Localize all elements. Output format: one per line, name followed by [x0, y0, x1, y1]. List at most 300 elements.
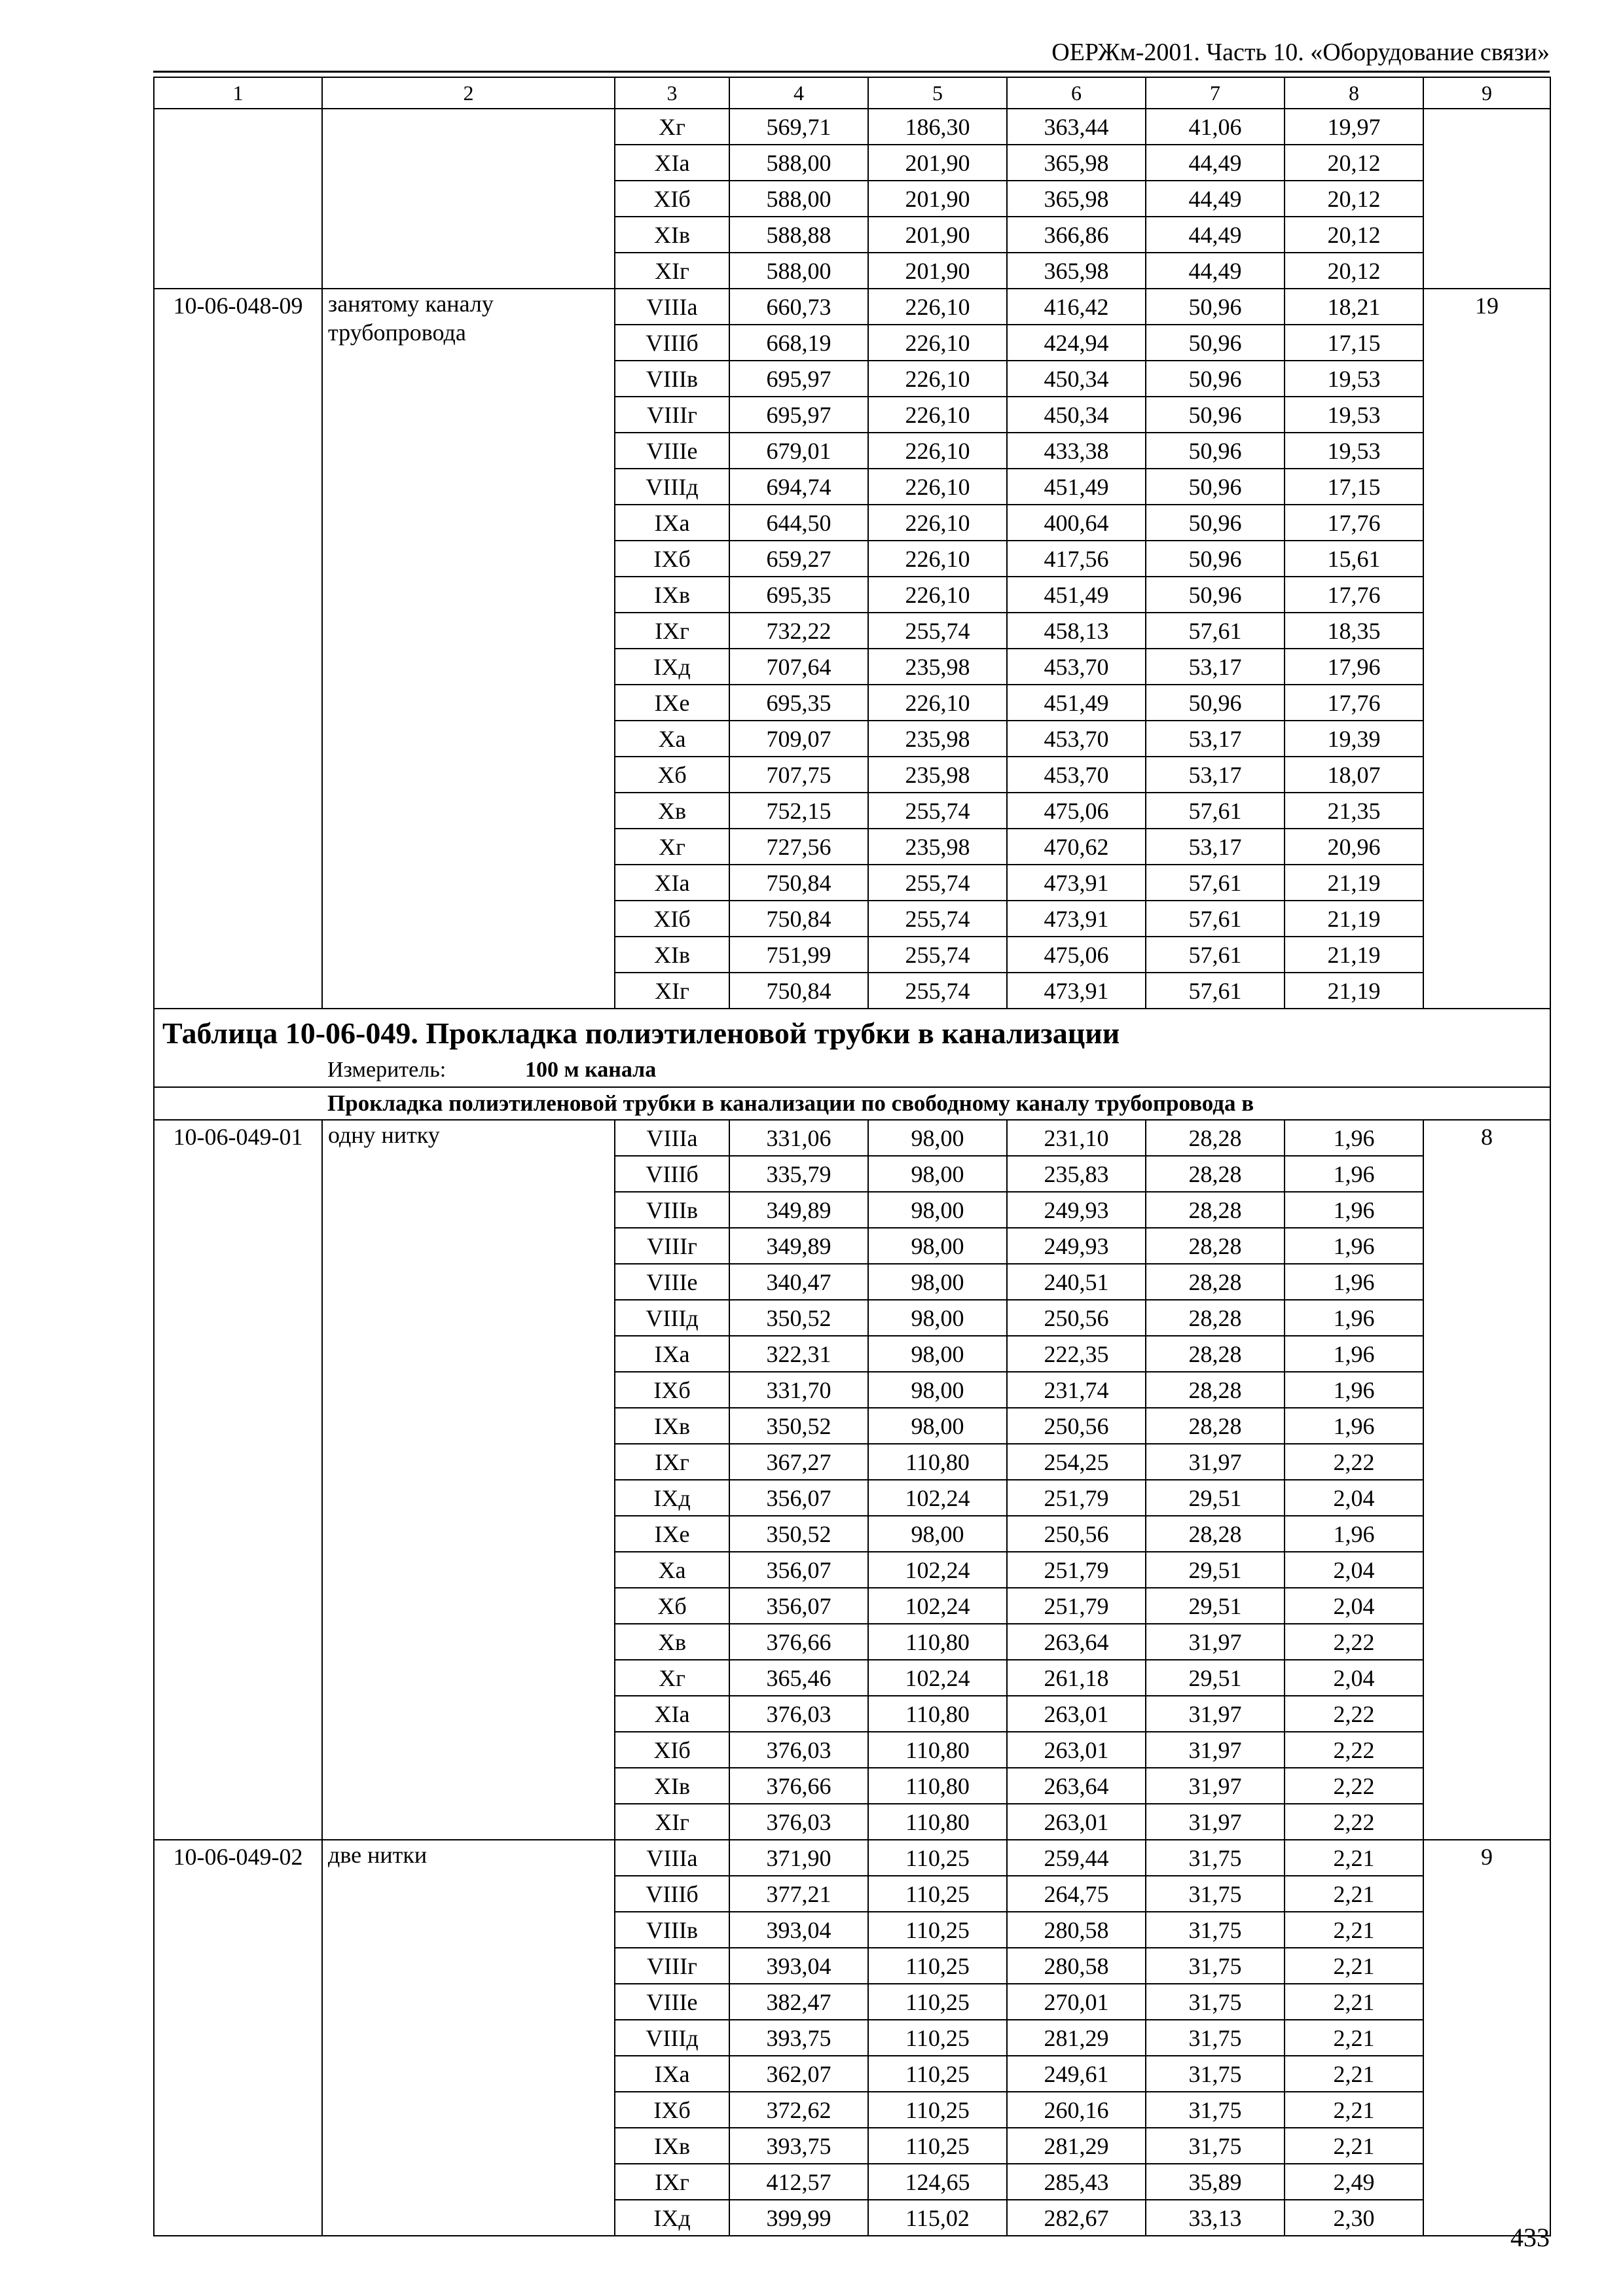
value-cell: 110,25 — [868, 1948, 1007, 1984]
value-cell: 44,49 — [1146, 145, 1285, 181]
value-cell: 124,65 — [868, 2164, 1007, 2200]
value-cell: 31,97 — [1146, 1732, 1285, 1768]
value-cell: 475,06 — [1007, 937, 1146, 973]
value-cell: 393,75 — [729, 2128, 868, 2164]
table-row — [154, 1840, 1550, 1876]
value-cell: 110,25 — [868, 1840, 1007, 1876]
page-number: 433 — [1510, 2223, 1550, 2252]
value-cell: 668,19 — [729, 325, 868, 361]
value-cell: 376,66 — [729, 1624, 868, 1660]
zone-cell: VIIIд — [615, 469, 729, 505]
zone-cell: IХд — [615, 1480, 729, 1516]
value-cell: 20,12 — [1285, 217, 1423, 253]
zone-cell: IХб — [615, 1372, 729, 1408]
value-cell: 340,47 — [729, 1264, 868, 1300]
value-cell: 31,97 — [1146, 1444, 1285, 1480]
table-row — [154, 1120, 1550, 1156]
value-cell: 569,71 — [729, 109, 868, 145]
col9-value: 8 — [1423, 1120, 1550, 1840]
value-cell: 235,98 — [868, 757, 1007, 793]
zone-cell: Хв — [615, 793, 729, 829]
value-cell: 2,21 — [1285, 2092, 1423, 2128]
value-cell: 1,96 — [1285, 1156, 1423, 1192]
value-cell: 453,70 — [1007, 649, 1146, 685]
zone-cell: ХIб — [615, 181, 729, 217]
value-cell: 331,70 — [729, 1372, 868, 1408]
value-cell: 31,75 — [1146, 2128, 1285, 2164]
value-cell: 2,22 — [1285, 1732, 1423, 1768]
measure-value: 100 м канала — [525, 1058, 657, 1082]
zone-cell: IХб — [615, 541, 729, 577]
value-cell: 201,90 — [868, 217, 1007, 253]
value-cell: 393,75 — [729, 2020, 868, 2056]
value-cell: 473,91 — [1007, 973, 1146, 1009]
column-number: 9 — [1423, 77, 1550, 109]
value-cell: 20,12 — [1285, 253, 1423, 289]
value-cell: 57,61 — [1146, 793, 1285, 829]
value-cell: 376,03 — [729, 1732, 868, 1768]
value-cell: 17,96 — [1285, 649, 1423, 685]
value-cell: 393,04 — [729, 1948, 868, 1984]
value-cell: 110,80 — [868, 1732, 1007, 1768]
value-cell: 451,49 — [1007, 577, 1146, 613]
zone-cell: VIIIд — [615, 2020, 729, 2056]
value-cell: 382,47 — [729, 1984, 868, 2020]
value-cell: 28,28 — [1146, 1228, 1285, 1264]
value-cell: 102,24 — [868, 1552, 1007, 1588]
table-title-cell — [154, 1009, 1550, 1087]
value-cell: 31,75 — [1146, 1948, 1285, 1984]
zone-cell: VIIIб — [615, 1876, 729, 1912]
value-cell: 255,74 — [868, 937, 1007, 973]
work-name: занятому каналу трубопровода — [322, 289, 615, 1009]
value-cell: 31,75 — [1146, 1876, 1285, 1912]
value-cell: 222,35 — [1007, 1336, 1146, 1372]
zone-cell: ХIа — [615, 865, 729, 901]
value-cell: 19,97 — [1285, 109, 1423, 145]
zone-cell: Хг — [615, 109, 729, 145]
value-cell: 115,02 — [868, 2200, 1007, 2236]
value-cell: 399,99 — [729, 2200, 868, 2236]
value-cell: 28,28 — [1146, 1156, 1285, 1192]
column-number: 1 — [154, 77, 322, 109]
value-cell: 15,61 — [1285, 541, 1423, 577]
value-cell: 21,19 — [1285, 937, 1423, 973]
zone-cell: ХIв — [615, 217, 729, 253]
value-cell: 44,49 — [1146, 217, 1285, 253]
value-cell: 21,19 — [1285, 865, 1423, 901]
value-cell: 263,64 — [1007, 1768, 1146, 1804]
value-cell: 226,10 — [868, 361, 1007, 397]
value-cell: 356,07 — [729, 1480, 868, 1516]
zone-cell: IХв — [615, 2128, 729, 2164]
value-cell: 350,52 — [729, 1516, 868, 1552]
value-cell: 50,96 — [1146, 577, 1285, 613]
value-cell: 1,96 — [1285, 1264, 1423, 1300]
value-cell: 19,53 — [1285, 361, 1423, 397]
table-title: Таблица 10-06-049. Прокладка полиэтиленовой трубки в канализации — [162, 1016, 1120, 1050]
value-cell: 350,52 — [729, 1408, 868, 1444]
value-cell: 376,03 — [729, 1804, 868, 1840]
zone-cell: Хв — [615, 1624, 729, 1660]
section-title: Прокладка полиэтиленовой трубки в канализации по свободному каналу трубопровода в — [154, 1087, 1550, 1120]
zone-cell: ХIб — [615, 901, 729, 937]
col9-value — [1423, 109, 1550, 289]
resource-code: 10-06-049-01 — [154, 1120, 322, 1840]
value-cell: 28,28 — [1146, 1192, 1285, 1228]
value-cell: 2,22 — [1285, 1444, 1423, 1480]
value-cell: 50,96 — [1146, 361, 1285, 397]
value-cell: 1,96 — [1285, 1372, 1423, 1408]
work-name: две нитки — [322, 1840, 615, 2236]
value-cell: 473,91 — [1007, 865, 1146, 901]
value-cell: 226,10 — [868, 433, 1007, 469]
value-cell: 588,00 — [729, 145, 868, 181]
value-cell: 707,64 — [729, 649, 868, 685]
zone-cell: VIIIе — [615, 1264, 729, 1300]
value-cell: 186,30 — [868, 109, 1007, 145]
zone-cell: Ха — [615, 721, 729, 757]
value-cell: 365,98 — [1007, 145, 1146, 181]
value-cell: 270,01 — [1007, 1984, 1146, 2020]
zone-cell: VIIIв — [615, 1912, 729, 1948]
value-cell: 19,53 — [1285, 433, 1423, 469]
value-cell: 31,97 — [1146, 1804, 1285, 1840]
value-cell: 249,93 — [1007, 1192, 1146, 1228]
value-cell: 110,25 — [868, 1876, 1007, 1912]
value-cell: 2,04 — [1285, 1480, 1423, 1516]
zone-cell: IХб — [615, 2092, 729, 2128]
column-number: 6 — [1007, 77, 1146, 109]
value-cell: 102,24 — [868, 1588, 1007, 1624]
value-cell: 231,10 — [1007, 1120, 1146, 1156]
value-cell: 31,97 — [1146, 1696, 1285, 1732]
value-cell: 44,49 — [1146, 253, 1285, 289]
value-cell: 2,22 — [1285, 1624, 1423, 1660]
value-cell: 362,07 — [729, 2056, 868, 2092]
value-cell: 1,96 — [1285, 1408, 1423, 1444]
value-cell: 366,86 — [1007, 217, 1146, 253]
value-cell: 416,42 — [1007, 289, 1146, 325]
value-cell: 21,19 — [1285, 973, 1423, 1009]
value-cell: 365,98 — [1007, 181, 1146, 217]
value-cell: 110,80 — [868, 1444, 1007, 1480]
table-row — [154, 289, 1550, 325]
value-cell: 2,22 — [1285, 1696, 1423, 1732]
value-cell: 433,38 — [1007, 433, 1146, 469]
value-cell: 2,21 — [1285, 1876, 1423, 1912]
zone-cell: Хг — [615, 1660, 729, 1696]
value-cell: 458,13 — [1007, 613, 1146, 649]
resource-code — [154, 109, 322, 289]
value-cell: 28,28 — [1146, 1264, 1285, 1300]
value-cell: 235,98 — [868, 829, 1007, 865]
value-cell: 335,79 — [729, 1156, 868, 1192]
value-cell: 110,80 — [868, 1696, 1007, 1732]
value-cell: 201,90 — [868, 181, 1007, 217]
zone-cell: IХд — [615, 649, 729, 685]
zone-cell: ХIг — [615, 1804, 729, 1840]
measure-label: Измеритель: — [327, 1058, 447, 1082]
value-cell: 400,64 — [1007, 505, 1146, 541]
value-cell: 727,56 — [729, 829, 868, 865]
value-cell: 659,27 — [729, 541, 868, 577]
value-cell: 694,74 — [729, 469, 868, 505]
value-cell: 28,28 — [1146, 1372, 1285, 1408]
value-cell: 57,61 — [1146, 937, 1285, 973]
value-cell: 2,22 — [1285, 1768, 1423, 1804]
value-cell: 376,66 — [729, 1768, 868, 1804]
value-cell: 28,28 — [1146, 1516, 1285, 1552]
value-cell: 254,25 — [1007, 1444, 1146, 1480]
work-name — [322, 109, 615, 289]
value-cell: 331,06 — [729, 1120, 868, 1156]
value-cell: 255,74 — [868, 793, 1007, 829]
value-cell: 31,75 — [1146, 1984, 1285, 2020]
value-cell: 588,00 — [729, 253, 868, 289]
value-cell: 393,04 — [729, 1912, 868, 1948]
value-cell: 226,10 — [868, 397, 1007, 433]
zone-cell: IХа — [615, 1336, 729, 1372]
value-cell: 2,21 — [1285, 1948, 1423, 1984]
value-cell: 31,97 — [1146, 1624, 1285, 1660]
column-number: 5 — [868, 77, 1007, 109]
value-cell: 110,80 — [868, 1624, 1007, 1660]
value-cell: 363,44 — [1007, 109, 1146, 145]
value-cell: 2,04 — [1285, 1552, 1423, 1588]
value-cell: 588,88 — [729, 217, 868, 253]
value-cell: 2,22 — [1285, 1804, 1423, 1840]
value-cell: 261,18 — [1007, 1660, 1146, 1696]
value-cell: 1,96 — [1285, 1516, 1423, 1552]
resource-code: 10-06-048-09 — [154, 289, 322, 1009]
value-cell: 424,94 — [1007, 325, 1146, 361]
value-cell: 350,52 — [729, 1300, 868, 1336]
value-cell: 259,44 — [1007, 1840, 1146, 1876]
zone-cell: VIIIа — [615, 289, 729, 325]
zone-cell: IХг — [615, 613, 729, 649]
value-cell: 28,28 — [1146, 1300, 1285, 1336]
value-cell: 644,50 — [729, 505, 868, 541]
value-cell: 53,17 — [1146, 829, 1285, 865]
value-cell: 19,39 — [1285, 721, 1423, 757]
value-cell: 2,21 — [1285, 1840, 1423, 1876]
zone-cell: Хг — [615, 829, 729, 865]
value-cell: 31,97 — [1146, 1768, 1285, 1804]
value-cell: 17,76 — [1285, 577, 1423, 613]
zone-cell: ХIв — [615, 1768, 729, 1804]
zone-cell: ХIг — [615, 973, 729, 1009]
zone-cell: VIIIд — [615, 1300, 729, 1336]
value-cell: 226,10 — [868, 325, 1007, 361]
value-cell: 29,51 — [1146, 1660, 1285, 1696]
zone-cell: IХе — [615, 685, 729, 721]
value-cell: 751,99 — [729, 937, 868, 973]
value-cell: 2,04 — [1285, 1660, 1423, 1696]
value-cell: 1,96 — [1285, 1336, 1423, 1372]
value-cell: 660,73 — [729, 289, 868, 325]
value-cell: 231,74 — [1007, 1372, 1146, 1408]
zone-cell: IХв — [615, 1408, 729, 1444]
table-row — [154, 109, 1550, 145]
value-cell: 367,27 — [729, 1444, 868, 1480]
value-cell: 20,12 — [1285, 181, 1423, 217]
value-cell: 31,75 — [1146, 2056, 1285, 2092]
value-cell: 282,67 — [1007, 2200, 1146, 2236]
value-cell: 281,29 — [1007, 2020, 1146, 2056]
value-cell: 21,19 — [1285, 901, 1423, 937]
value-cell: 50,96 — [1146, 325, 1285, 361]
value-cell: 249,93 — [1007, 1228, 1146, 1264]
value-cell: 251,79 — [1007, 1552, 1146, 1588]
value-cell: 31,75 — [1146, 1840, 1285, 1876]
value-cell: 255,74 — [868, 901, 1007, 937]
value-cell: 249,61 — [1007, 2056, 1146, 2092]
value-cell: 2,21 — [1285, 1984, 1423, 2020]
value-cell: 98,00 — [868, 1228, 1007, 1264]
value-cell: 29,51 — [1146, 1552, 1285, 1588]
value-cell: 2,21 — [1285, 2128, 1423, 2164]
value-cell: 451,49 — [1007, 685, 1146, 721]
zone-cell: ХIб — [615, 1732, 729, 1768]
value-cell: 110,25 — [868, 2056, 1007, 2092]
column-number: 8 — [1285, 77, 1423, 109]
value-cell: 251,79 — [1007, 1588, 1146, 1624]
value-cell: 110,80 — [868, 1804, 1007, 1840]
value-cell: 110,25 — [868, 2020, 1007, 2056]
value-cell: 280,58 — [1007, 1912, 1146, 1948]
value-cell: 263,01 — [1007, 1804, 1146, 1840]
value-cell: 2,21 — [1285, 1912, 1423, 1948]
value-cell: 110,80 — [868, 1768, 1007, 1804]
column-number: 3 — [615, 77, 729, 109]
value-cell: 1,96 — [1285, 1120, 1423, 1156]
value-cell: 57,61 — [1146, 901, 1285, 937]
zone-cell: VIIIб — [615, 1156, 729, 1192]
value-cell: 263,01 — [1007, 1696, 1146, 1732]
value-cell: 21,35 — [1285, 793, 1423, 829]
value-cell: 371,90 — [729, 1840, 868, 1876]
col9-value: 9 — [1423, 1840, 1550, 2236]
zone-cell: ХIг — [615, 253, 729, 289]
value-cell: 226,10 — [868, 577, 1007, 613]
value-cell: 250,56 — [1007, 1408, 1146, 1444]
value-cell: 732,22 — [729, 613, 868, 649]
value-cell: 588,00 — [729, 181, 868, 217]
zone-cell: IХе — [615, 1516, 729, 1552]
value-cell: 255,74 — [868, 973, 1007, 1009]
value-cell: 53,17 — [1146, 649, 1285, 685]
value-cell: 50,96 — [1146, 433, 1285, 469]
value-cell: 1,96 — [1285, 1300, 1423, 1336]
value-cell: 707,75 — [729, 757, 868, 793]
rates-table — [153, 77, 1551, 2236]
value-cell: 201,90 — [868, 253, 1007, 289]
value-cell: 35,89 — [1146, 2164, 1285, 2200]
value-cell: 31,75 — [1146, 2092, 1285, 2128]
resource-code: 10-06-049-02 — [154, 1840, 322, 2236]
value-cell: 365,98 — [1007, 253, 1146, 289]
value-cell: 110,25 — [868, 1912, 1007, 1948]
value-cell: 98,00 — [868, 1336, 1007, 1372]
value-cell: 50,96 — [1146, 685, 1285, 721]
value-cell: 260,16 — [1007, 2092, 1146, 2128]
value-cell: 226,10 — [868, 685, 1007, 721]
value-cell: 18,07 — [1285, 757, 1423, 793]
value-cell: 475,06 — [1007, 793, 1146, 829]
zone-cell: Ха — [615, 1552, 729, 1588]
rates-table-body — [154, 77, 1550, 2236]
zone-cell: VIIIг — [615, 1948, 729, 1984]
value-cell: 453,70 — [1007, 721, 1146, 757]
value-cell: 110,25 — [868, 2092, 1007, 2128]
value-cell: 356,07 — [729, 1552, 868, 1588]
value-cell: 752,15 — [729, 793, 868, 829]
value-cell: 255,74 — [868, 865, 1007, 901]
zone-cell: VIIIа — [615, 1840, 729, 1876]
value-cell: 2,21 — [1285, 2056, 1423, 2092]
zone-cell: IХд — [615, 2200, 729, 2236]
value-cell: 750,84 — [729, 865, 868, 901]
value-cell: 255,74 — [868, 613, 1007, 649]
zone-cell: ХIа — [615, 1696, 729, 1732]
work-name: одну нитку — [322, 1120, 615, 1840]
zone-cell: IХг — [615, 1444, 729, 1480]
value-cell: 376,03 — [729, 1696, 868, 1732]
value-cell: 31,75 — [1146, 1912, 1285, 1948]
value-cell: 322,31 — [729, 1336, 868, 1372]
zone-cell: VIIIв — [615, 361, 729, 397]
value-cell: 263,01 — [1007, 1732, 1146, 1768]
col9-value: 19 — [1423, 289, 1550, 1009]
value-cell: 450,34 — [1007, 361, 1146, 397]
value-cell: 50,96 — [1146, 505, 1285, 541]
zone-cell: VIIIа — [615, 1120, 729, 1156]
value-cell: 281,29 — [1007, 2128, 1146, 2164]
value-cell: 98,00 — [868, 1516, 1007, 1552]
value-cell: 451,49 — [1007, 469, 1146, 505]
zone-cell: IХв — [615, 577, 729, 613]
value-cell: 372,62 — [729, 2092, 868, 2128]
value-cell: 102,24 — [868, 1660, 1007, 1696]
value-cell: 33,13 — [1146, 2200, 1285, 2236]
value-cell: 19,53 — [1285, 397, 1423, 433]
value-cell: 377,21 — [729, 1876, 868, 1912]
value-cell: 98,00 — [868, 1120, 1007, 1156]
value-cell: 29,51 — [1146, 1588, 1285, 1624]
value-cell: 695,35 — [729, 577, 868, 613]
value-cell: 349,89 — [729, 1192, 868, 1228]
value-cell: 235,83 — [1007, 1156, 1146, 1192]
value-cell: 349,89 — [729, 1228, 868, 1264]
page-header: ОЕРЖм-2001. Часть 10. «Оборудование связи» — [1051, 39, 1550, 66]
value-cell: 250,56 — [1007, 1516, 1146, 1552]
value-cell: 98,00 — [868, 1300, 1007, 1336]
value-cell: 41,06 — [1146, 109, 1285, 145]
value-cell: 356,07 — [729, 1588, 868, 1624]
value-cell: 1,96 — [1285, 1192, 1423, 1228]
zone-cell: Хб — [615, 1588, 729, 1624]
value-cell: 98,00 — [868, 1372, 1007, 1408]
value-cell: 18,21 — [1285, 289, 1423, 325]
zone-cell: IХа — [615, 505, 729, 541]
zone-cell: VIIIв — [615, 1192, 729, 1228]
column-number: 2 — [322, 77, 615, 109]
value-cell: 98,00 — [868, 1156, 1007, 1192]
value-cell: 226,10 — [868, 541, 1007, 577]
value-cell: 226,10 — [868, 469, 1007, 505]
value-cell: 412,57 — [729, 2164, 868, 2200]
